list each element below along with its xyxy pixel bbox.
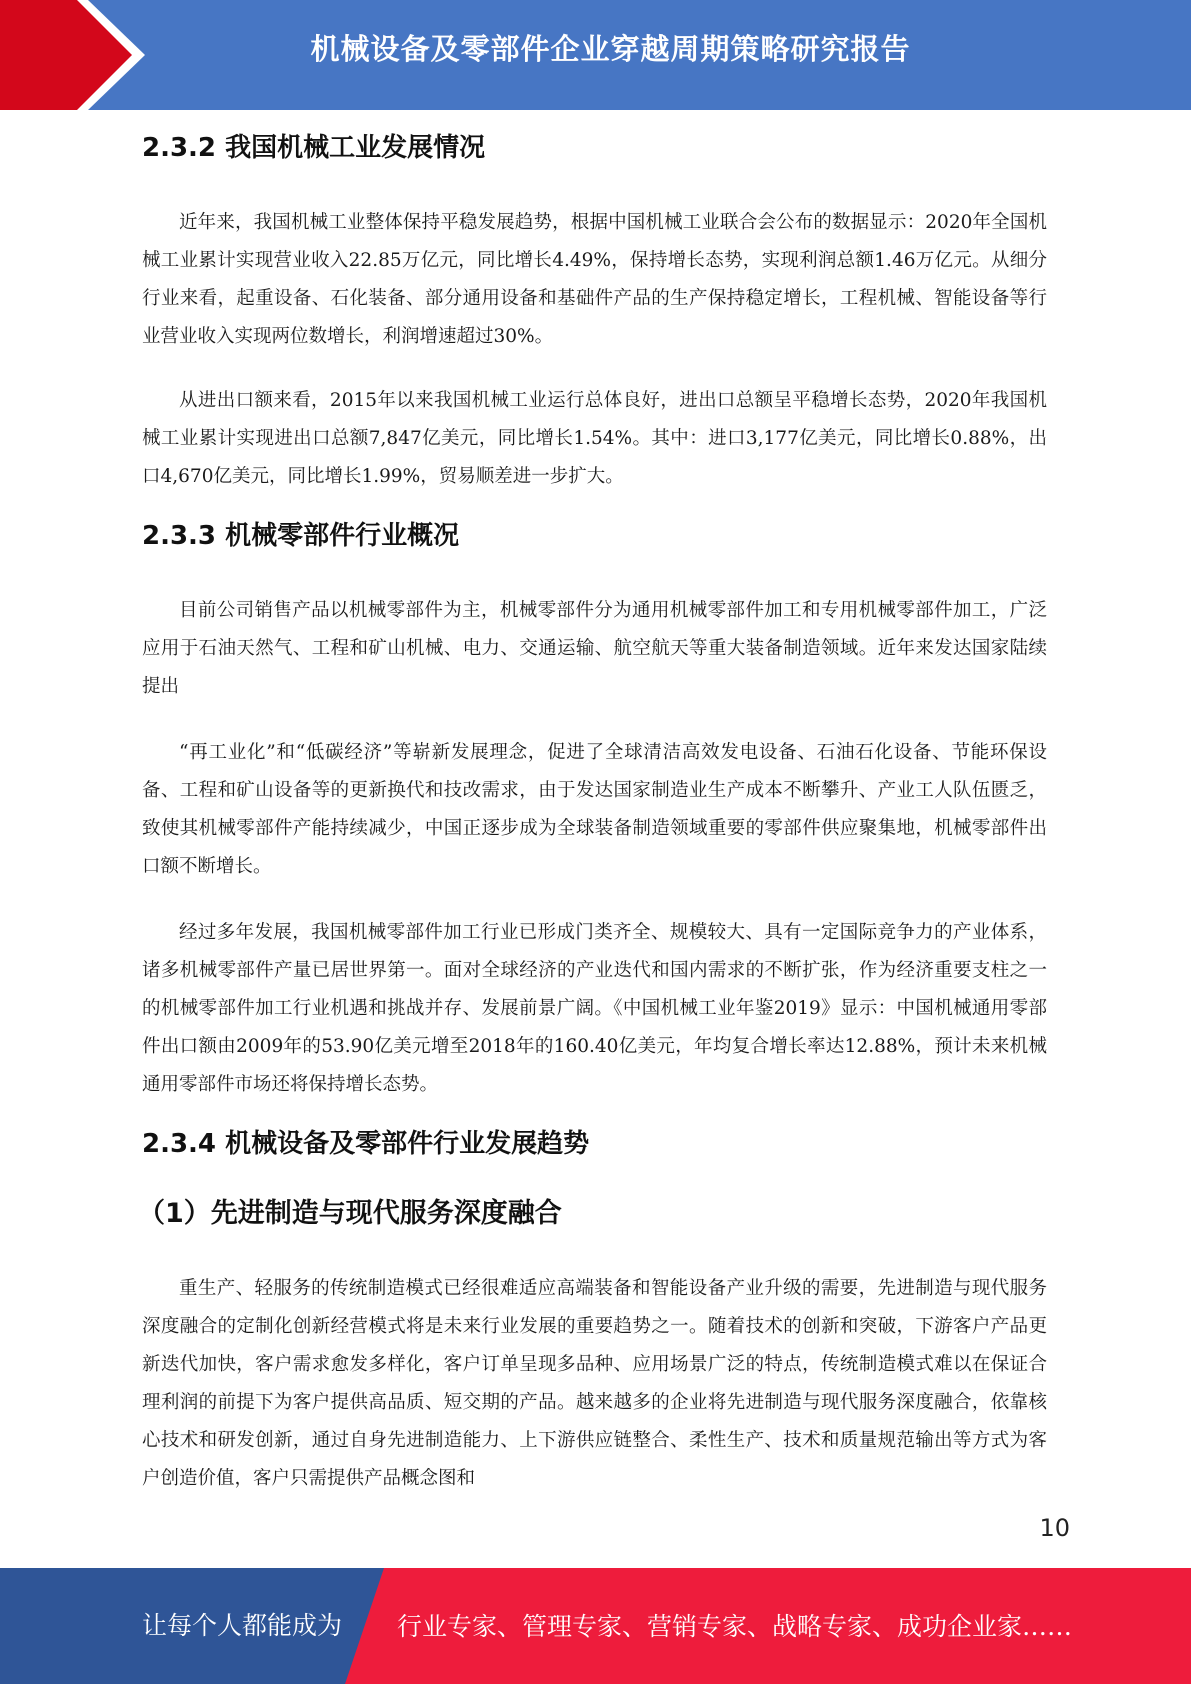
footer-slogan-right: 行业专家、管理专家、营销专家、战略专家、成功企业家…… — [397, 1612, 1073, 1641]
subsection-heading-1: （1）先进制造与现代服务深度融合 — [138, 1198, 562, 1229]
section-heading-2-3-3: 2.3.3 机械零部件行业概况 — [142, 521, 460, 551]
paragraph: “再工业化”和“低碳经济”等崭新发展理念，促进了全球清洁高效发电设备、石油石化设备、节能环保设备、工程和矿山设备等的更新换代和技改需求，由于发达国家制造业生产成本不断攀升、产业工人队伍匮乏，致使其机械零部件产能持续减少，中国正逐步成为全球装备制造领域重要的零部件供应聚集地，机械零部件出口额不断增长。 — [142, 742, 1047, 877]
paragraph: 从进出口额来看，2015年以来我国机械工业运行总体良好，进出口总额呈平稳增长态势，2020年我国机械工业累计实现进出口总额7,847亿美元，同比增长1.54%。其中：进口3,177亿美元，同比增长0.88%，出口4,670亿美元，同比增长1.99%，贸易顺差进一步扩大。 — [142, 390, 1047, 487]
section-heading-2-3-2: 2.3.2 我国机械工业发展情况 — [142, 133, 486, 163]
footer-slogan-left: 让每个人都能成为 — [142, 1611, 343, 1640]
page-content — [138, 120, 1047, 1498]
paragraph: 重生产、轻服务的传统制造模式已经很难适应高端装备和智能设备产业升级的需要，先进制造与现代服务深度融合的定制化创新经营模式将是未来行业发展的重要趋势之一。随着技术的创新和突破，下游客户产品更新迭代加快，客户需求愈发多样化，客户订单呈现多品种、应用场景广泛的特点，传统制造模式难以在保证合理利润的前提下为客户提供高品质、短交期的产品。越来越多的企业将先进制造与现代服务深度融合，依靠核心技术和研发创新，通过自身先进制造能力、上下游供应链整合、柔性生产、技术和质量规范输出等方式为客户创造价值，客户只需提供产品概念图和 — [142, 1278, 1047, 1489]
page-number: 10 — [1039, 1514, 1070, 1542]
header-banner — [0, 0, 1191, 110]
paragraph: 目前公司销售产品以机械零部件为主，机械零部件分为通用机械零部件加工和专用机械零部件加工，广泛应用于石油天然气、工程和矿山机械、电力、交通运输、航空航天等重大装备制造领域。近年来发达国家陆续提出 — [142, 600, 1047, 697]
section-heading-2-3-4: 2.3.4 机械设备及零部件行业发展趋势 — [142, 1129, 590, 1159]
report-title: 机械设备及零部件企业穿越周期策略研究报告 — [310, 32, 911, 66]
paragraph: 近年来，我国机械工业整体保持平稳发展趋势，根据中国机械工业联合会公布的数据显示：2020年全国机械工业累计实现营业收入22.85万亿元，同比增长4.49%，保持增长态势，实现利润总额1.46万亿元。从细分行业来看，起重设备、石化装备、部分通用设备和基础件产品的生产保持稳定增长，工程机械、智能设备等行业营业收入实现两位数增长，利润增速超过30%。 — [142, 212, 1047, 347]
footer-banner — [0, 1568, 1191, 1684]
paragraph: 经过多年发展，我国机械零部件加工行业已形成门类齐全、规模较大、具有一定国际竞争力的产业体系，诸多机械零部件产量已居世界第一。面对全球经济的产业迭代和国内需求的不断扩张，作为经济重要支柱之一的机械零部件加工行业机遇和挑战并存、发展前景广阔。《中国机械工业年鉴2019》显示：中国机械通用零部件出口额由2009年的53.90亿美元增至2018年的160.40亿美元，年均复合增长率达12.88%，预计未来机械通用零部件市场还将保持增长态势。 — [142, 922, 1047, 1095]
